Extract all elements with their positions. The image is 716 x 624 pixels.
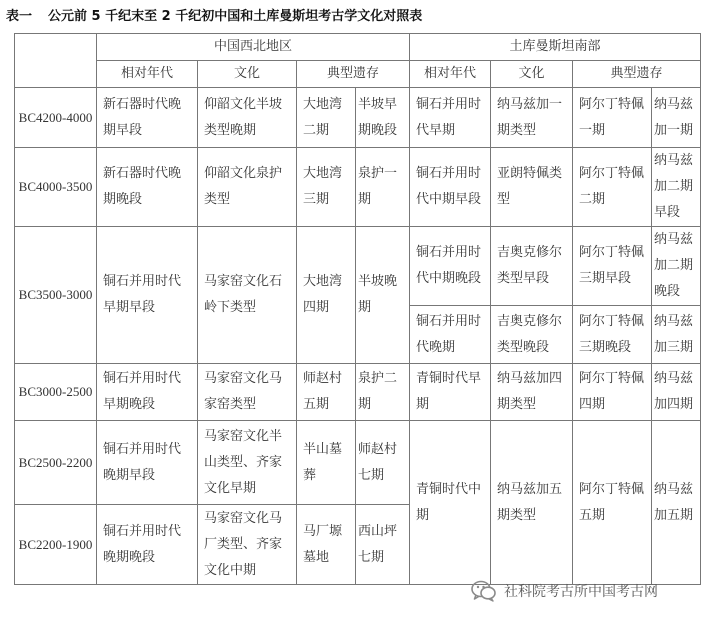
cn-period-cell: 新石器时代晚期早段 <box>97 88 198 148</box>
tk-site-cell: 纳马兹加五期 <box>652 421 701 585</box>
tk-period-cell: 青铜时代早期 <box>410 364 491 421</box>
subheader-tk-period: 相对年代 <box>410 61 491 88</box>
cn-period-cell: 铜石并用时代早期早段 <box>97 227 198 364</box>
tk-culture-cell: 吉奥克修尔类型早段 <box>491 227 573 306</box>
tk-site-cell: 阿尔丁特佩三期早段 <box>573 227 652 306</box>
tk-site-cell: 纳马兹加一期 <box>652 88 701 148</box>
tk-site-cell: 纳马兹加二期早段 <box>652 148 701 227</box>
tk-culture-cell: 吉奥克修尔类型晚段 <box>491 306 573 364</box>
cn-site-cell: 泉护一期 <box>356 148 410 227</box>
cn-site-cell: 大地湾三期 <box>297 148 356 227</box>
cn-period-cell: 新石器时代晚期晚段 <box>97 148 198 227</box>
tk-site-cell: 阿尔丁特佩二期 <box>573 148 652 227</box>
tk-culture-cell: 亚朗特佩类型 <box>491 148 573 227</box>
cn-culture-cell: 马家窑文化石岭下类型 <box>198 227 297 364</box>
tk-period-cell: 青铜时代中期 <box>410 421 491 585</box>
date-cell: BC4000-3500 <box>15 148 97 227</box>
region-header-row <box>15 34 701 61</box>
tk-period-cell: 铜石并用时代中期晚段 <box>410 227 491 306</box>
cn-period-cell: 铜石并用时代晚期晚段 <box>97 505 198 585</box>
cn-site-cell: 西山坪七期 <box>356 505 410 585</box>
cn-culture-cell: 马家窑文化马家窑类型 <box>198 364 297 421</box>
tk-period-cell: 铜石并用时代早期 <box>410 88 491 148</box>
date-cell: BC2500-2200 <box>15 421 97 505</box>
date-header-cell <box>15 34 97 88</box>
date-cell: BC2200-1900 <box>15 505 97 585</box>
cn-site-cell: 师赵村七期 <box>356 421 410 505</box>
caption-title: 公元前 5 千纪末至 2 千纪初中国和土库曼斯坦考古学文化对照表 <box>48 9 423 24</box>
table-row <box>15 227 701 306</box>
subheader-cn-sites: 典型遗存 <box>297 61 410 88</box>
tk-culture-cell: 纳马兹加一期类型 <box>491 88 573 148</box>
watermark-text: 社科院考古所中国考古网 <box>504 584 658 600</box>
cn-site-cell: 半坡早期晚段 <box>356 88 410 148</box>
tk-culture-cell: 纳马兹加四期类型 <box>491 364 573 421</box>
tk-period-cell: 铜石并用时代晚期 <box>410 306 491 364</box>
watermark <box>470 579 658 603</box>
date-cell: BC3000-2500 <box>15 364 97 421</box>
cn-site-cell: 半坡晚期 <box>356 227 410 364</box>
subheader-tk-culture: 文化 <box>491 61 573 88</box>
cn-site-cell: 半山墓葬 <box>297 421 356 505</box>
cn-period-cell: 铜石并用时代早期晚段 <box>97 364 198 421</box>
subheader-cn-period: 相对年代 <box>97 61 198 88</box>
tk-site-cell: 纳马兹加二期晚段 <box>652 227 701 306</box>
cn-culture-cell: 马家窑文化马厂类型、齐家文化中期 <box>198 505 297 585</box>
tk-site-cell: 阿尔丁特佩五期 <box>573 421 652 585</box>
subheader-row <box>15 61 701 88</box>
tk-site-cell: 纳马兹加三期 <box>652 306 701 364</box>
tk-period-cell: 铜石并用时代中期早段 <box>410 148 491 227</box>
cn-site-cell: 大地湾四期 <box>297 227 356 364</box>
cn-culture-cell: 仰韶文化半坡类型晚期 <box>198 88 297 148</box>
wechat-icon <box>470 579 498 603</box>
cn-site-cell: 师赵村五期 <box>297 364 356 421</box>
cn-site-cell: 大地湾二期 <box>297 88 356 148</box>
table-row <box>15 364 701 421</box>
cn-site-cell: 马厂塬墓地 <box>297 505 356 585</box>
table-row <box>15 88 701 148</box>
tk-site-cell: 纳马兹加四期 <box>652 364 701 421</box>
tk-site-cell: 阿尔丁特佩四期 <box>573 364 652 421</box>
cn-period-cell: 铜石并用时代晚期早段 <box>97 421 198 505</box>
cn-culture-cell: 仰韶文化泉护类型 <box>198 148 297 227</box>
tk-site-cell: 阿尔丁特佩一期 <box>573 88 652 148</box>
subheader-tk-sites: 典型遗存 <box>573 61 701 88</box>
tk-site-cell: 阿尔丁特佩三期晚段 <box>573 306 652 364</box>
comparison-table <box>14 33 701 585</box>
region-header-turkmenistan: 土库曼斯坦南部 <box>410 34 701 61</box>
table-caption <box>6 5 422 24</box>
region-header-china: 中国西北地区 <box>97 34 410 61</box>
subheader-cn-culture: 文化 <box>198 61 297 88</box>
cn-site-cell: 泉护二期 <box>356 364 410 421</box>
cn-culture-cell: 马家窑文化半山类型、齐家文化早期 <box>198 421 297 505</box>
caption-label: 表一 <box>6 9 33 24</box>
date-cell: BC3500-3000 <box>15 227 97 364</box>
table-row <box>15 421 701 505</box>
table-row <box>15 148 701 227</box>
tk-culture-cell: 纳马兹加五期类型 <box>491 421 573 585</box>
date-cell: BC4200-4000 <box>15 88 97 148</box>
